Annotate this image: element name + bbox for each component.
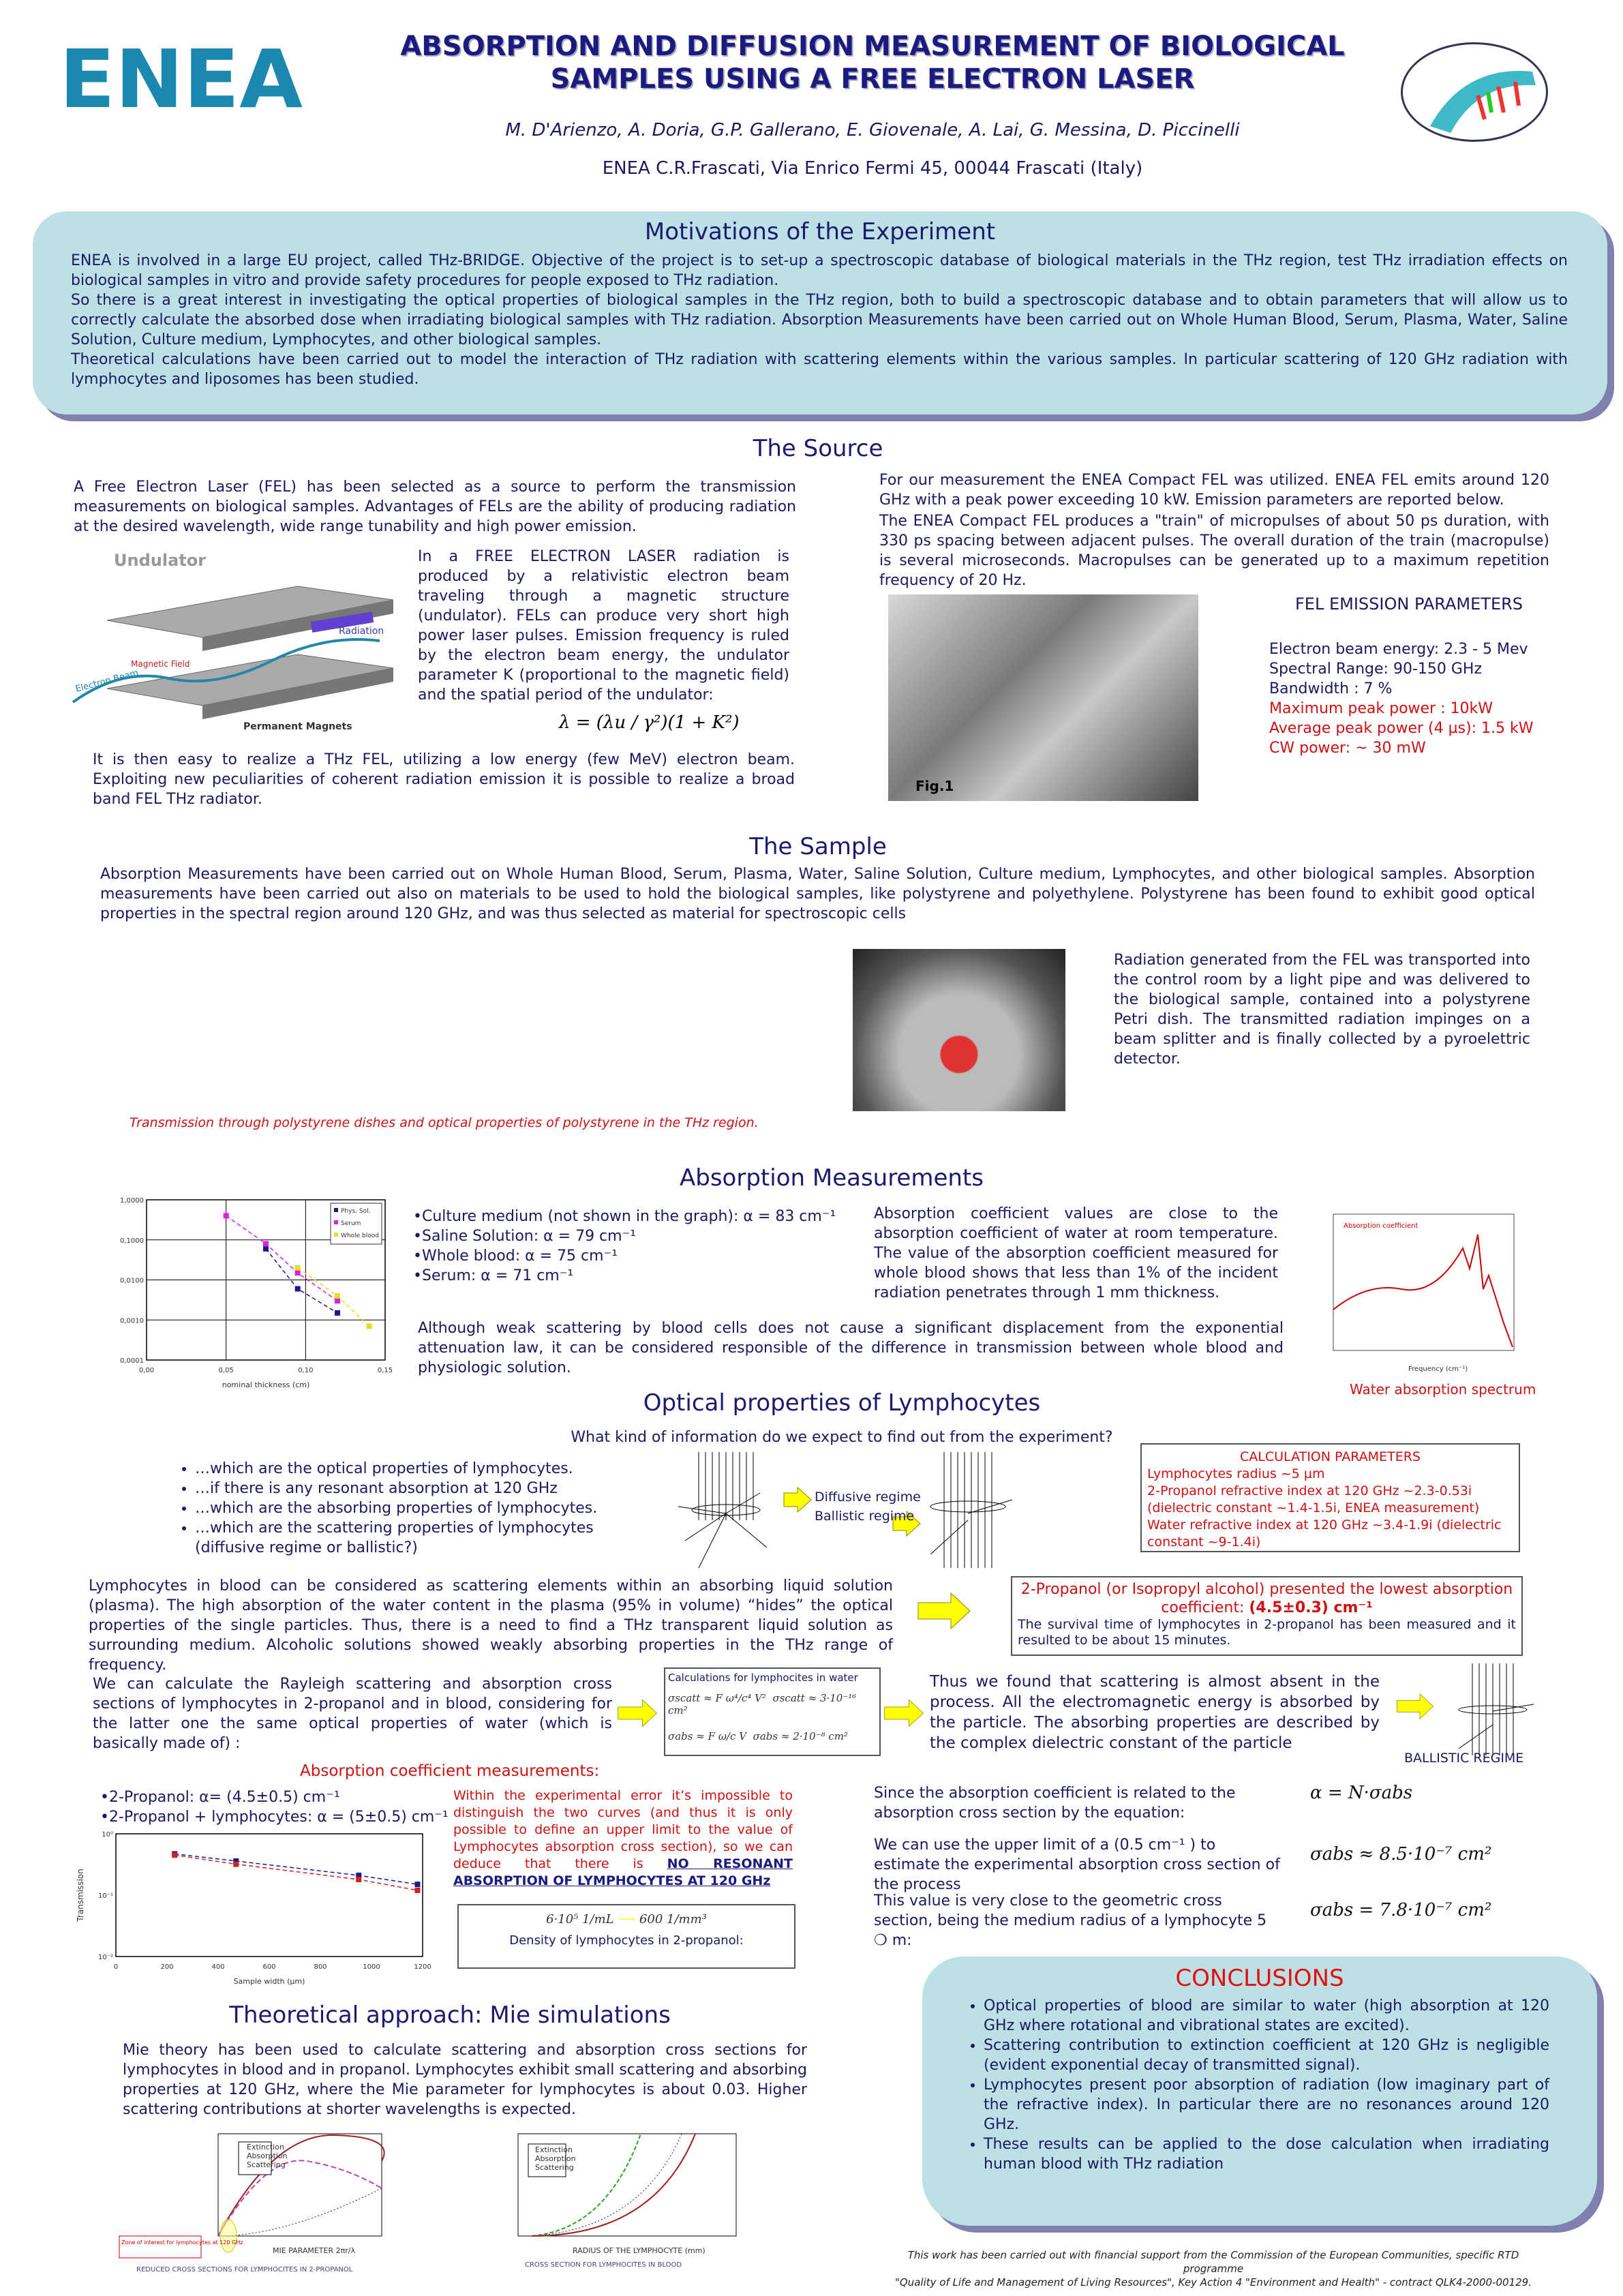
x-tick-label: 0 xyxy=(113,1963,119,1971)
data-point xyxy=(263,1241,269,1246)
fel-params-heading: FEL EMISSION PARAMETERS xyxy=(1295,594,1523,614)
svg-text:Scattering: Scattering xyxy=(535,2163,574,2172)
svg-text:Zone of interest for lymphocyt: Zone of interest for lymphocytes at 120 GHz xyxy=(121,2239,243,2246)
plot-frame xyxy=(116,1834,423,1957)
equation: σabs ≈ 8.5·10⁻⁷ cm² xyxy=(1310,1844,1492,1864)
fel-formula: λ = (λu / γ²)(1 + K²) xyxy=(559,712,740,733)
ballistic-diagram xyxy=(1452,1663,1541,1759)
x-tick-label: 1000 xyxy=(363,1963,380,1971)
motivations-p1: ENEA is involved in a large EU project, called THz-BRIDGE. Objective of the project is to set-up a spectroscopic database of biological materials in the THz region, test THz irradiation effects on biological samples in vitro and provide safety procedures for people exposed to THz radiation. xyxy=(71,252,1568,289)
svg-text:Frequency (cm⁻¹): Frequency (cm⁻¹) xyxy=(1408,1365,1468,1373)
svg-text:Electron Beam: Electron Beam xyxy=(74,667,140,695)
bullet: •Saline Solution: α = 79 cm⁻¹ xyxy=(413,1228,637,1245)
absorption-chart xyxy=(109,1193,409,1398)
conclusions-heading: CONCLUSIONS xyxy=(1175,1965,1344,1992)
data-point xyxy=(415,1888,421,1893)
mie-chart-propanol xyxy=(116,2127,416,2277)
enea-logo xyxy=(59,44,303,111)
poster-title xyxy=(341,30,1404,95)
cross-section-block xyxy=(874,1783,1590,1950)
abs-coeff-heading: Absorption coefficient measurements: xyxy=(300,1762,600,1780)
svg-text:ENEA: ENEA xyxy=(59,44,303,111)
thus-text: Thus we found that scattering is almost absent in the process. All the electromagnetic energy is absorbed by the particle. The absorbing properties are described by the complex dielectric constant of the particle xyxy=(930,1673,1380,1752)
svg-text:REDUCED CROSS SECTIONS FOR LYM: REDUCED CROSS SECTIONS FOR LYMPHOCITES IN 2-PROPANOL xyxy=(136,2266,353,2274)
arrow-icon xyxy=(917,1592,971,1630)
lymph-p1: Lymphocytes in blood can be considered as scattering elements within an absorbing liquid solution (plasma). The high absorption of the water content in the plasma (95% in volume) “hides” the optical properties of the single particles. Thus, there is a need to find a THz transparent liquid solution as surrounding medium. Alcoholic solutions showed weakly absorbing properties in the THz range of frequency. xyxy=(89,1577,893,1674)
arrow-icon xyxy=(883,1694,924,1732)
theory-p1: Mie theory has been used to calculate scattering and absorption cross sections for lymphocytes in blood and in propanol. Lymphocytes exhibit small scattering and absorbing properties at 120 GHz, where the Mie parameter for lymphocytes is about 0.03. Higher scattering contributions at shorter wavelengths is expected. xyxy=(123,2042,807,2118)
fel-params xyxy=(1269,639,1534,758)
address: ENEA C.R.Frascati, Via Enrico Fermi 45, 00044 Frascati (Italy) xyxy=(602,158,1143,179)
no-resonance-text xyxy=(453,1787,793,1890)
rayleigh-text: We can calculate the Rayleigh scattering and absorption cross sections of lymphocytes in 2-propanol and in blood, considering for the latter one the same optical properties of water (which is basically made of) : xyxy=(93,1676,612,1752)
data-point xyxy=(172,1852,177,1858)
bullet: •Whole blood: α = 75 cm⁻¹ xyxy=(413,1248,618,1265)
propanol-box xyxy=(1011,1576,1523,1656)
x-tick-label: 600 xyxy=(262,1963,276,1971)
x-axis-label: nominal thickness (cm) xyxy=(222,1380,310,1389)
formula: σabs ≈ F ω/c V xyxy=(668,1730,747,1742)
arrow-icon xyxy=(617,1694,658,1732)
svg-text:Undulator: Undulator xyxy=(114,551,207,570)
svg-text:Absorption: Absorption xyxy=(247,2151,288,2160)
x-tick-label: 0,00 xyxy=(138,1367,155,1374)
x-tick-label: 800 xyxy=(314,1963,327,1971)
series-line xyxy=(175,1855,417,1890)
data-point xyxy=(335,1310,340,1316)
y-tick-label: 0,0010 xyxy=(120,1317,144,1325)
svg-text:Diffusive regime: Diffusive regime xyxy=(815,1490,921,1505)
water-caption: Water absorption spectrum xyxy=(1350,1381,1536,1398)
fel-param: Electron beam energy: 2.3 - 5 Mev xyxy=(1269,641,1528,658)
propanol-box-text: 2-Propanol (or Isopropyl alcohol) presented the lowest absorption coefficient: xyxy=(1020,1581,1513,1616)
formula: σabs ≈ 2·10⁻⁸ cm² xyxy=(753,1730,848,1742)
conclusion-item: • Lymphocytes present poor absorption of radiation (low imaginary part of the refractive index). In particular there are no resonances around 120 GHz. xyxy=(984,2075,1549,2134)
footer-line: "Quality of Life and Management of Living Resources", Key Action 4 "Environment and Health" - contract QLK4-2000-00129. xyxy=(895,2276,1532,2289)
calc-param: Lymphocytes radius ~5 µm xyxy=(1147,1466,1325,1481)
title-line-1: ABSORPTION AND DIFFUSION MEASUREMENT OF BIOLOGICAL xyxy=(400,31,1345,62)
sample-p2: Radiation generated from the FEL was transported into the control room by a light pipe and was delivered to the biological sample, contained into a polystyrene Petri dish. The transmitted radiation impinges on a beam splitter and is finally collected by a pyroelettric detector. xyxy=(1114,952,1530,1068)
formula: σscatt ≈ F ω⁴/c⁴ V² xyxy=(668,1692,766,1704)
conclusion-item: • Scattering contribution to extinction coefficient at 120 GHz is negligible (evident exponential decay of transmitted signal). xyxy=(984,2036,1549,2075)
data-point xyxy=(367,1323,372,1329)
title-line-2: SAMPLES USING A FREE ELECTRON LASER xyxy=(550,63,1195,95)
sample-p1: Absorption Measurements have been carried out on Whole Human Blood, Serum, Plasma, Water, Saline Solution, Culture medium, Lymphocytes, and other biological samples. Absorption measurements have been carried out also on materials to be used to hold the biological samples, like polystyrene and polyethylene. Polystyrene has been found to exhibit good optical properties in the spectral region around 120 GHz, and was thus selected as material for spectroscopic cells xyxy=(100,866,1535,922)
formula: σscatt ≈ 3·10⁻¹⁶ cm² xyxy=(668,1692,857,1717)
y-tick-label: 10⁻¹ xyxy=(97,1892,113,1900)
propanol-coefficient: (4.5±0.3) cm⁻¹ xyxy=(1249,1599,1373,1616)
fel-param: CW power: ~ 30 mW xyxy=(1269,740,1426,757)
x-tick-label: 1200 xyxy=(414,1963,431,1971)
x-tick-label: 0,10 xyxy=(298,1367,314,1374)
motivations-p2: So there is a great interest in investigating the optical properties of biological samples in the THz region, both to build a spectroscopic database and to obtain parameters that will allow us to correctly calculate the absorbed dose when irradiating biological samples with THz radiation. Absorption Measurements have been carried out on Whole Human Blood, Serum, Plasma, Water, Saline Solution, Culture medium, Lymphocytes, and other biological samples. xyxy=(71,292,1568,348)
lymph-heading: Optical properties of Lymphocytes xyxy=(643,1389,1041,1417)
y-axis-label: Transmission xyxy=(76,1869,85,1922)
svg-text:Magnetic Field: Magnetic Field xyxy=(131,659,190,669)
absorption-bullets xyxy=(413,1207,836,1286)
bullet: • …which are the scattering properties of lymphocytes (diffusive regime or ballistic?) xyxy=(195,1518,631,1558)
svg-text:Ballistic regime: Ballistic regime xyxy=(815,1509,915,1524)
svg-text:RADIUS OF THE LYMPHOCYTE (mm): RADIUS OF THE LYMPHOCYTE (mm) xyxy=(573,2246,706,2255)
svg-text:Radiation: Radiation xyxy=(339,626,384,637)
svg-text:Absorption coefficient: Absorption coefficient xyxy=(1344,1222,1419,1230)
series-line xyxy=(266,1249,337,1313)
undulator-diagram xyxy=(66,545,407,745)
source-p5: The ENEA Compact FEL produces a "train" of micropulses of about 50 ps duration, with 330 ps spacing between adjacent pulses. The overall duration of the train (macropulse) is several microseconds. Macropulses can be generated up to a maximum repetition frequency of 20 Hz. xyxy=(879,513,1549,589)
source-p3: It is then easy to realize a THz FEL, utilizing a low energy (few MeV) electron beam. Exploiting new peculiarities of coherent radiation emission it is possible to realize a broad band FEL THz radiator. xyxy=(93,751,795,808)
data-point xyxy=(335,1293,340,1299)
sample-heading: The Sample xyxy=(749,833,887,860)
y-tick-label: 0,0001 xyxy=(120,1357,144,1365)
absorption-p1: Absorption coefficient values are close to the absorption coefficient of water at room temperature. The value of the absorption coefficient measured for whole blood shows that less than 1% of the incident radiation penetrates through 1 mm thickness. xyxy=(874,1205,1278,1301)
abs-coeff-bullets xyxy=(100,1787,449,1827)
svg-text:Absorption: Absorption xyxy=(535,2154,576,2163)
authors: M. D'Arienzo, A. Doria, G.P. Gallerano, E. Giovenale, A. Lai, G. Messina, D. Piccinelli xyxy=(505,120,1240,140)
calc-param: Water refractive index at 120 GHz ~3.4-1.9i (dielectric constant ~9-1.4i) xyxy=(1147,1517,1502,1550)
legend-label: Whole blood xyxy=(341,1233,379,1239)
ballistic-label: BALLISTIC REGIME xyxy=(1404,1751,1524,1766)
svg-text:Extinction: Extinction xyxy=(247,2143,284,2151)
arrow-icon xyxy=(1396,1687,1434,1725)
series-line xyxy=(175,1854,417,1885)
data-point xyxy=(335,1298,340,1303)
no-resonance-conclusion: NO RESONANT ABSORPTION OF LYMPHOCYTES AT 120 GHz xyxy=(453,1856,793,1888)
data-point xyxy=(295,1265,301,1271)
y-tick-label: 0,0100 xyxy=(120,1277,144,1285)
motivations-heading: Motivations of the Experiment xyxy=(644,218,996,245)
footer xyxy=(886,2248,1541,2289)
legend-swatch xyxy=(334,1220,338,1224)
sample-caption: Transmission through polystyrene dishes and optical properties of polystyrene in the THz region. xyxy=(130,1115,759,1130)
cross-section-chart-blood xyxy=(504,2127,743,2277)
fel-param: Maximum peak power : 10kW xyxy=(1269,700,1493,717)
density-box: 6·10⁵ 1/mL ⟶ 600 1/mm³ Density of lymphocytes in 2-propanol: xyxy=(457,1904,795,1969)
bullet: •2-Propanol + lymphocytes: α = (5±0.5) cm⁻¹ xyxy=(100,1809,449,1826)
theory-heading: Theoretical approach: Mie simulations xyxy=(229,2002,671,2029)
motivations-panel xyxy=(33,211,1607,414)
data-point xyxy=(415,1882,421,1887)
data-point xyxy=(224,1213,229,1218)
fel-param: Average peak power (4 µs): 1.5 kW xyxy=(1269,720,1534,737)
conclusions-panel xyxy=(922,1957,1597,2226)
regime-diagrams xyxy=(671,1452,1087,1575)
lymph-question: What kind of information do we expect to find out from the experiment? xyxy=(571,1429,1113,1446)
y-tick-label: 10⁻² xyxy=(97,1954,113,1961)
water-absorption-chart xyxy=(1306,1207,1520,1378)
since-text: This value is very close to the geometric cross section, being the medium radius of a lymphocyte 5 ❍ m: xyxy=(874,1892,1267,1949)
fig-label: Fig.1 xyxy=(915,778,954,794)
fel-param: Bandwidth : 7 % xyxy=(1269,680,1393,697)
fel-photo xyxy=(888,594,1198,801)
density-from: 6·10⁵ 1/mL xyxy=(546,1912,614,1927)
footer-line: This work has been carried out with financial support from the Commission of the European Communities, specific RTD programme xyxy=(907,2249,1519,2275)
legend-label: Serum xyxy=(341,1220,361,1227)
source-p4: For our measurement the ENEA Compact FEL was utilized. ENEA FEL emits around 120 GHz with a peak power exceeding 10 kW. Emission parameters are reported below. xyxy=(879,472,1549,509)
survival-text: The survival time of lymphocytes in 2-propanol has been measured and it resulted to be about 15 minutes. xyxy=(1018,1617,1516,1648)
bullet: •Serum: α = 71 cm⁻¹ xyxy=(413,1267,574,1284)
svg-text:CROSS SECTION FOR LYMPHOCITES: CROSS SECTION FOR LYMPHOCITES IN BLOOD xyxy=(525,2261,682,2269)
density-label: Density of lymphocytes in 2-propanol: xyxy=(509,1933,744,1948)
data-point xyxy=(233,1862,239,1867)
source-heading: The Source xyxy=(753,435,883,462)
svg-text:MIE PARAMETER 2πr/λ: MIE PARAMETER 2πr/λ xyxy=(273,2246,355,2255)
calc-param: 2-Propanol refractive index at 120 GHz ~2.3-0.53i (dielectric constant ~1.4-1.5i, ENEA measurement) xyxy=(1147,1483,1480,1515)
bullet: • …which are the optical properties of lymphocytes. xyxy=(195,1459,631,1479)
bullet: • …which are the absorbing properties of lymphocytes. xyxy=(195,1498,631,1518)
calc-params-heading: CALCULATION PARAMETERS xyxy=(1240,1449,1421,1464)
since-text: We can use the upper limit of a (0.5 cm⁻¹ ) to estimate the experimental absorption cross section of the process xyxy=(874,1837,1280,1893)
bullet: •Culture medium (not shown in the graph): α = 83 cm⁻¹ xyxy=(413,1208,836,1225)
bullet: • …if there is any resonant absorption at 120 GHz xyxy=(195,1479,631,1498)
fel-param: Spectral Range: 90-150 GHz xyxy=(1269,661,1483,678)
lymph-bullets xyxy=(170,1459,631,1558)
motivations-p3: Theoretical calculations have been carried out to model the interaction of THz radiation with scattering elements within the various samples. In particular scattering of 120 GHz radiation with lymphocytes and liposomes has been studied. xyxy=(71,351,1568,388)
svg-text:Permanent Magnets: Permanent Magnets xyxy=(243,721,352,732)
absorption-heading: Absorption Measurements xyxy=(680,1164,984,1192)
series-line xyxy=(226,1215,337,1301)
transmission-chart xyxy=(75,1827,457,1991)
calc-box-title: Calculations for lymphocites in water xyxy=(668,1672,858,1684)
legend-swatch xyxy=(334,1208,338,1212)
calc-params-box xyxy=(1140,1443,1520,1552)
x-tick-label: 400 xyxy=(211,1963,225,1971)
data-point xyxy=(263,1246,269,1252)
svg-text:Extinction: Extinction xyxy=(535,2145,573,2154)
data-point xyxy=(356,1877,361,1882)
bullet: •2-Propanol: α= (4.5±0.5) cm⁻¹ xyxy=(100,1789,340,1806)
since-text: Since the absorption coefficient is related to the absorption cross section by the equation: xyxy=(874,1785,1236,1822)
conclusion-item: • These results can be applied to the dose calculation when irradiating human blood with THz radiation xyxy=(984,2134,1549,2174)
svg-text:Scattering: Scattering xyxy=(247,2160,286,2169)
no-resonance-p: Within the experimental error it’s impossible to distinguish the two curves (and thus it is only possible to define an upper limit to the value of Lymphocytes absorption cross section), so we can deduce that there is xyxy=(453,1788,793,1871)
data-point xyxy=(295,1270,301,1275)
conclusion-item: • Optical properties of blood are similar to water (high absorption at 120 GHz where rotational and vibrational states are excited). xyxy=(984,1996,1549,2036)
legend-label: Phys. Sol. xyxy=(341,1208,371,1215)
calc-box xyxy=(664,1667,881,1756)
sample-photo xyxy=(853,949,1065,1111)
equation: σabs = 7.8·10⁻⁷ cm² xyxy=(1310,1900,1492,1920)
x-tick-label: 0,05 xyxy=(218,1367,234,1374)
source-p1: A Free Electron Laser (FEL) has been selected as a source to perform the transmission measurements on biological samples. Advantages of FELs are the ability of producing radiation at the desired wavelength, wide range tunability and high power emission. xyxy=(74,479,796,535)
density-to: 600 1/mm³ xyxy=(639,1912,707,1927)
y-tick-label: 1,0000 xyxy=(120,1197,144,1205)
x-tick-label: 0,15 xyxy=(377,1367,393,1374)
y-tick-label: 0,1000 xyxy=(120,1237,144,1245)
x-axis-label: Sample width (µm) xyxy=(233,1977,305,1986)
series-line xyxy=(298,1268,369,1327)
y-tick-label: 10⁰ xyxy=(102,1831,113,1839)
x-tick-label: 200 xyxy=(160,1963,174,1971)
legend-swatch xyxy=(334,1233,338,1237)
equation: α = N·σabs xyxy=(1310,1783,1413,1803)
source-p2: In a FREE ELECTRON LASER radiation is produced by a relativistic electron beam traveling through a magnetic structure (undulator). FELs can produce very short high power laser pulses. Emission frequency is ruled by the electron beam energy, the undulator parameter K (proportional to the magnetic field) and the spatial period of the undulator: xyxy=(418,548,789,704)
absorption-p2: Although weak scattering by blood cells does not cause a significant displacement from the exponential attenuation law, it can be considered responsible of the difference in transmission between whole blood and physiologic solution. xyxy=(418,1320,1284,1376)
data-point xyxy=(295,1286,301,1292)
